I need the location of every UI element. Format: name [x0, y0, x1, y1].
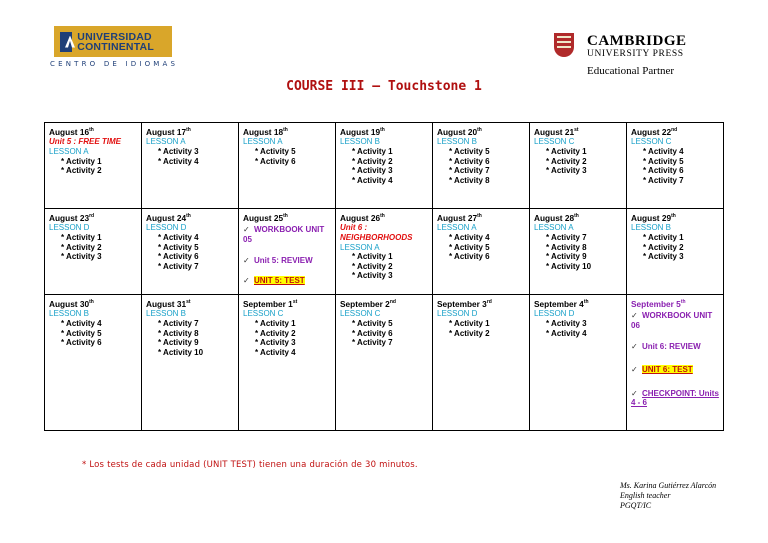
activity-item: * Activity 5: [352, 318, 393, 328]
day-date-suffix: st: [292, 299, 298, 305]
checklist-item: [243, 276, 331, 286]
day-date: [146, 212, 234, 223]
calendar-day-cell: [433, 295, 530, 431]
lesson-label: LESSON C: [631, 137, 672, 147]
unit-heading: Unit 5 : FREE TIME: [49, 137, 121, 147]
unit-test-label: UNIT 5: TEST: [254, 276, 305, 286]
day-date: [146, 298, 234, 309]
activity-item: * Activity 8: [449, 175, 490, 185]
teacher-signature: [620, 481, 716, 511]
calendar-day-cell: [627, 295, 724, 431]
course-calendar: [44, 122, 724, 431]
activity-item: * Activity 5: [158, 242, 199, 252]
lesson-label: LESSON B: [437, 137, 478, 147]
day-date-suffix: th: [477, 127, 482, 133]
activity-item: * Activity 4: [449, 232, 490, 242]
calendar-day-cell: [530, 123, 627, 209]
checklist-text: WORKBOOK UNIT 05: [243, 225, 325, 244]
activity-item: * Activity 3: [158, 146, 199, 156]
calendar-day-cell: [627, 209, 724, 295]
activity-item: * Activity 1: [255, 318, 296, 328]
calendar-day-cell: [45, 123, 142, 209]
day-date: [243, 212, 331, 223]
checklist-item: [631, 342, 719, 352]
day-date: [631, 298, 719, 309]
check-icon: ✓: [631, 365, 638, 375]
day-date: [534, 126, 622, 137]
day-date: [437, 126, 525, 137]
calendar-day-cell: [239, 295, 336, 431]
day-date: [437, 212, 525, 223]
activity-item: * Activity 6: [158, 252, 199, 262]
activity-item: * Activity 4: [255, 347, 296, 357]
activity-item: * Activity 6: [643, 166, 684, 176]
signature-name: Ms. Karina Gutiérrez Alarcón: [620, 481, 717, 490]
calendar-day-cell: [45, 295, 142, 431]
check-icon: ✓: [243, 276, 250, 286]
cambridge-shield-icon: [554, 33, 574, 57]
lesson-label: LESSON C: [534, 137, 575, 147]
day-date-text: August 28: [534, 212, 575, 223]
activity-item: * Activity 2: [643, 242, 684, 252]
day-date: [243, 298, 331, 309]
activity-item: * Activity 4: [61, 318, 102, 328]
activity-item: * Activity 6: [449, 252, 490, 262]
activity-item: * Activity 1: [546, 146, 587, 156]
calendar-day-cell: [239, 123, 336, 209]
lesson-label: LESSON D: [146, 223, 187, 233]
activity-item: * Activity 4: [158, 232, 199, 242]
day-date-suffix: th: [583, 299, 589, 305]
day-date-suffix: th: [89, 299, 94, 305]
checklist-text: WORKBOOK UNIT 06: [631, 311, 713, 330]
calendar-day-cell: [336, 295, 433, 431]
universidad-continental-logo: [54, 26, 172, 57]
activity-item: * Activity 3: [352, 271, 393, 281]
day-date-text: August 20: [437, 126, 478, 137]
activity-item: * Activity 6: [352, 328, 393, 338]
activity-item: * Activity 7: [158, 318, 199, 328]
day-date: [534, 212, 622, 223]
calendar-day-cell: [627, 123, 724, 209]
day-date: [49, 126, 137, 137]
uc-mark-icon: [60, 32, 72, 52]
day-date-text: August 19: [340, 126, 381, 137]
calendar-day-cell: [433, 123, 530, 209]
day-date-suffix: th: [186, 127, 191, 133]
day-date: [340, 212, 428, 223]
day-date-suffix: st: [574, 127, 579, 133]
day-date: [243, 126, 331, 137]
cambridge-partner: Educational Partner: [587, 65, 675, 77]
activity-item: * Activity 3: [546, 318, 587, 328]
calendar-day-cell: [142, 209, 239, 295]
lesson-label: LESSON B: [146, 309, 187, 319]
calendar-week-row: [45, 123, 724, 209]
activity-item: * Activity 8: [158, 328, 199, 338]
activity-item: * Activity 7: [546, 232, 587, 242]
day-date-text: August 16: [49, 126, 90, 137]
checklist-item: [243, 256, 331, 266]
activity-item: * Activity 5: [449, 242, 490, 252]
checklist-item: [243, 225, 331, 244]
activity-item: * Activity 2: [61, 166, 102, 176]
calendar-day-cell: [530, 209, 627, 295]
day-date-text: September 5: [631, 298, 681, 309]
calendar-day-cell: [239, 209, 336, 295]
day-date-suffix: th: [680, 299, 686, 305]
checkpoint-label: CHECKPOINT: Units 4 - 6: [631, 388, 719, 408]
calendar-day-cell: [142, 295, 239, 431]
activity-item: * Activity 1: [352, 252, 393, 262]
signature-role: English teacher: [620, 491, 671, 500]
day-date-suffix: th: [477, 213, 482, 219]
day-date-suffix: th: [574, 213, 579, 219]
activity-item: * Activity 3: [61, 252, 102, 262]
activity-item: * Activity 4: [643, 146, 684, 156]
day-date: [437, 298, 525, 309]
activity-item: * Activity 7: [449, 166, 490, 176]
day-date-text: September 2: [340, 298, 390, 309]
activity-item: * Activity 1: [352, 146, 393, 156]
calendar-week-row: [45, 295, 724, 431]
day-date-suffix: th: [89, 127, 94, 133]
activity-item: * Activity 2: [546, 156, 587, 166]
calendar-week-row: [45, 209, 724, 295]
activity-item: * Activity 3: [546, 166, 587, 176]
lesson-label: LESSON D: [437, 309, 478, 319]
cambridge-title: CAMBRIDGE: [587, 33, 687, 49]
activity-item: * Activity 4: [158, 156, 199, 166]
day-date: [49, 298, 137, 309]
day-date-suffix: th: [671, 213, 676, 219]
unit-heading: Unit 6 : NEIGHBORHOODS: [340, 223, 413, 242]
day-date-text: September 4: [534, 298, 584, 309]
page-title: COURSE III – Touchstone 1: [286, 79, 482, 94]
checklist-item: [631, 389, 719, 408]
lesson-label: LESSON B: [340, 137, 381, 147]
check-icon: ✓: [631, 341, 638, 351]
day-date-text: August 17: [146, 126, 187, 137]
activity-item: * Activity 1: [61, 156, 102, 166]
day-date-suffix: th: [380, 127, 385, 133]
day-date-suffix: rd: [486, 299, 492, 305]
check-icon: ✓: [243, 255, 250, 265]
cambridge-subtitle: UNIVERSITY PRESS: [587, 49, 684, 59]
activity-item: * Activity 2: [352, 261, 393, 271]
activity-item: * Activity 2: [61, 242, 102, 252]
activity-item: * Activity 5: [449, 146, 490, 156]
activity-item: * Activity 3: [255, 338, 296, 348]
day-date-text: September 1: [243, 298, 293, 309]
activity-item: * Activity 1: [643, 232, 684, 242]
activity-item: * Activity 6: [255, 156, 296, 166]
check-icon: ✓: [243, 225, 250, 235]
day-date-suffix: st: [186, 299, 191, 305]
activity-item: * Activity 5: [255, 146, 296, 156]
activity-item: * Activity 5: [61, 328, 102, 338]
activity-item: * Activity 4: [546, 328, 587, 338]
lesson-label: LESSON A: [534, 223, 574, 233]
calendar-day-cell: [433, 209, 530, 295]
day-date-suffix: rd: [89, 213, 95, 219]
day-date-text: August 30: [49, 298, 90, 309]
activity-item: * Activity 8: [546, 242, 587, 252]
day-date-text: August 31: [146, 298, 187, 309]
lesson-label: LESSON A: [49, 146, 89, 156]
lesson-label: LESSON A: [437, 223, 477, 233]
activity-item: * Activity 1: [449, 318, 490, 328]
calendar-day-cell: [336, 209, 433, 295]
activity-item: * Activity 2: [449, 328, 490, 338]
day-date-suffix: th: [283, 127, 288, 133]
day-date: [340, 126, 428, 137]
day-date-text: August 22: [631, 126, 672, 137]
day-date-text: September 3: [437, 298, 487, 309]
activity-item: * Activity 10: [158, 347, 204, 357]
lesson-label: LESSON D: [49, 223, 90, 233]
activity-item: * Activity 9: [546, 252, 587, 262]
day-date-text: August 26: [340, 212, 381, 223]
calendar-day-cell: [142, 123, 239, 209]
uc-logo-text: UNIVERSIDAD CONTINENTAL: [77, 30, 154, 53]
day-date: [631, 212, 719, 223]
signature-code: PGQT/IC: [620, 501, 652, 510]
check-icon: ✓: [631, 311, 638, 321]
checklist-text: Unit 5: REVIEW: [254, 255, 313, 265]
day-date-suffix: th: [380, 213, 385, 219]
check-icon: ✓: [631, 388, 638, 398]
day-date: [146, 126, 234, 137]
lesson-label: LESSON A: [146, 137, 186, 147]
unit-test-label: UNIT 6: TEST: [642, 365, 693, 375]
lesson-label: LESSON C: [340, 309, 381, 319]
lesson-label: LESSON D: [534, 309, 575, 319]
day-date: [534, 298, 622, 309]
day-date-text: August 18: [243, 126, 284, 137]
day-date-text: August 27: [437, 212, 478, 223]
activity-item: * Activity 3: [643, 252, 684, 262]
day-date-text: August 25: [243, 212, 284, 223]
day-date: [49, 212, 137, 223]
day-date-suffix: th: [283, 213, 288, 219]
day-date-suffix: nd: [671, 127, 678, 133]
day-date-text: August 21: [534, 126, 575, 137]
activity-item: * Activity 2: [352, 156, 393, 166]
checklist-item: [631, 365, 719, 375]
lesson-label: LESSON A: [243, 137, 283, 147]
activity-item: * Activity 6: [61, 338, 102, 348]
day-date-suffix: th: [186, 213, 191, 219]
day-date-text: August 29: [631, 212, 672, 223]
activity-item: * Activity 1: [61, 232, 102, 242]
calendar-day-cell: [336, 123, 433, 209]
lesson-label: LESSON B: [49, 309, 90, 319]
activity-item: * Activity 7: [643, 175, 684, 185]
activity-item: * Activity 4: [352, 175, 393, 185]
day-date-text: August 23: [49, 212, 90, 223]
activity-item: * Activity 5: [643, 156, 684, 166]
day-date: [631, 126, 719, 137]
uc-subtitle: CENTRO DE IDIOMAS: [50, 60, 179, 68]
day-date: [340, 298, 428, 309]
activity-item: * Activity 7: [352, 338, 393, 348]
day-date-text: August 24: [146, 212, 187, 223]
lesson-label: LESSON C: [243, 309, 284, 319]
checklist-item: [631, 311, 719, 330]
test-duration-note: [82, 460, 418, 470]
calendar-day-cell: [530, 295, 627, 431]
lesson-label: LESSON B: [631, 223, 672, 233]
activity-item: * Activity 10: [546, 261, 592, 271]
lesson-label: LESSON A: [340, 242, 380, 252]
calendar-day-cell: [45, 209, 142, 295]
checklist-text: Unit 6: REVIEW: [642, 341, 701, 351]
day-date-suffix: nd: [389, 299, 396, 305]
activity-item: * Activity 3: [352, 166, 393, 176]
activity-item: * Activity 6: [449, 156, 490, 166]
note-text: * Los tests de cada unidad (UNIT TEST) tienen una duración de 30 minutos.: [82, 460, 418, 470]
activity-item: * Activity 7: [158, 261, 199, 271]
activity-item: * Activity 2: [255, 328, 296, 338]
activity-item: * Activity 9: [158, 338, 199, 348]
